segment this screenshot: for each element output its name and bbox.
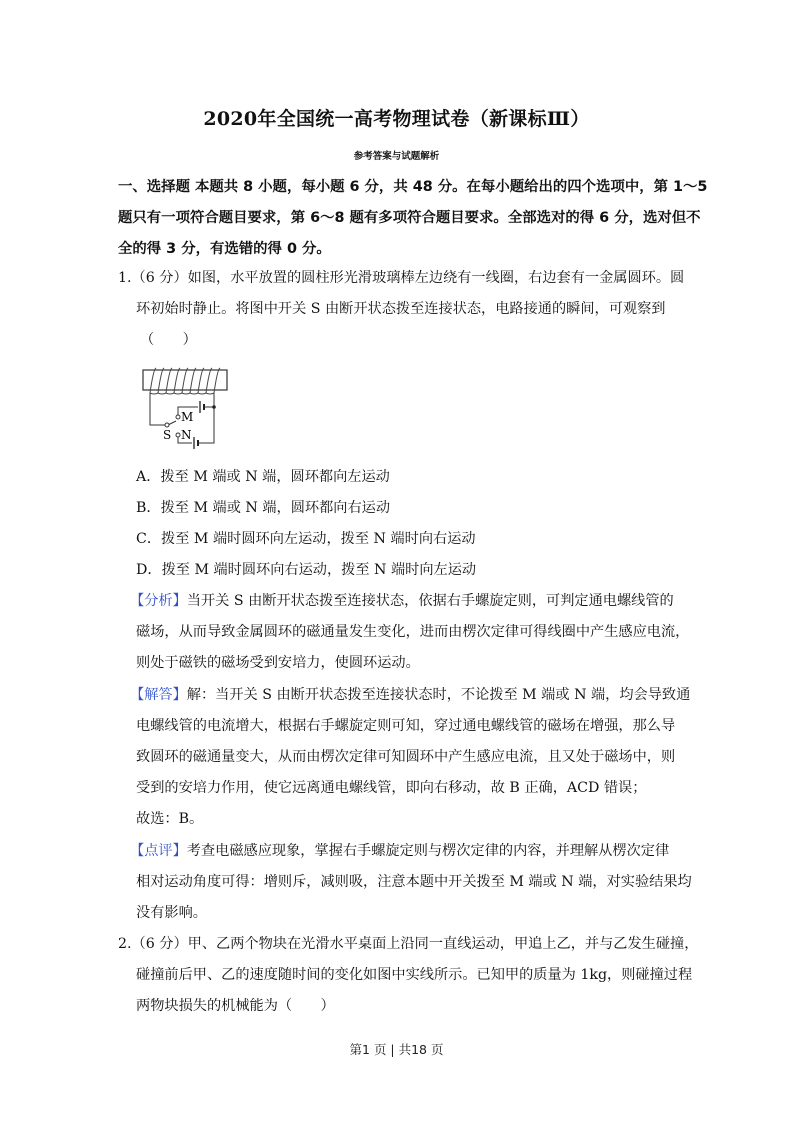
comment-tag: 【点评】 bbox=[130, 843, 187, 859]
solution-line: 电螺线管的电流增大，根据右手螺旋定则可知，穿过通电螺线管的磁场在增强，那么导 bbox=[136, 718, 676, 734]
question-stem-line: 两物块损失的机械能为（ ） bbox=[136, 998, 335, 1014]
question-stem-line: 环初始时静止。将图中开关 S 由断开状态拨至连接状态，电路接通的瞬间，可观察到 bbox=[136, 301, 666, 317]
analysis-text: 当开关 S 由断开状态拨至连接状态，依据右手螺旋定则，可判定通电螺线管的 bbox=[186, 593, 674, 609]
option-d[interactable]: D．拨至 M 端时圆环向右运动，拨至 N 端时向左运动 bbox=[136, 562, 477, 578]
option-c[interactable]: C．拨至 M 端时圆环向左运动，拨至 N 端时向右运动 bbox=[136, 531, 476, 547]
document-title: 2020年全国统一高考物理试卷（新课标Ⅲ） bbox=[203, 108, 590, 130]
solution-line: 受到的安培力作用，使它远离通电螺线管，即向右移动，故 B 正确，ACD 错误； bbox=[136, 780, 647, 796]
solution-text: 解：当开关 S 由断开状态拨至连接状态时，不论拨至 M 端或 N 端，均会导致通 bbox=[186, 687, 691, 703]
question-stem-line: 1.（6 分）如图，水平放置的圆柱形光滑玻璃棒左边绕有一线圈，右边套有一金属圆环。圆 bbox=[118, 270, 685, 286]
terminal-n-contact bbox=[176, 433, 180, 437]
solution-tag: 【解答】 bbox=[130, 687, 187, 703]
analysis-line bbox=[130, 591, 674, 611]
analysis-line: 则处于磁铁的磁场受到安培力，使圆环运动。 bbox=[136, 655, 420, 671]
section-header-line: 一、选择题 本题共 8 小题，每小题 6 分，共 48 分。在每小题给出的四个选项中，第 1～5 bbox=[118, 179, 708, 195]
option-a[interactable]: A．拨至 M 端或 N 端，圆环都向左运动 bbox=[136, 469, 390, 485]
comment-line: 相对运动角度可得：增则斥，减则吸，注意本题中开关拨至 M 端或 N 端，对实验结果均 bbox=[136, 874, 692, 890]
question-stem-line: 碰撞前后甲、乙的速度随时间的变化如图中实线所示。已知甲的质量为 1kg，则碰撞过程 bbox=[136, 967, 693, 983]
document-subtitle: 参考答案与试题解析 bbox=[353, 151, 440, 162]
comment-line bbox=[130, 841, 669, 861]
terminal-m-contact bbox=[176, 415, 180, 419]
comment-text: 考查电磁感应现象，掌握右手螺旋定则与楞次定律的内容，并理解从楞次定律 bbox=[186, 843, 670, 859]
question-stem-line: 2.（6 分）甲、乙两个物块在光滑水平桌面上沿同一直线运动，甲追上乙，并与乙发生碰撞， bbox=[118, 936, 699, 952]
junction-dot bbox=[212, 405, 216, 409]
switch-label: S bbox=[163, 428, 172, 442]
solution-line: 致圆环的磁通量变大，从而由楞次定律可知圆环中产生感应电流，且又处于磁场中，则 bbox=[136, 749, 676, 765]
solenoid-circuit-figure bbox=[138, 365, 238, 455]
analysis-tag: 【分析】 bbox=[130, 593, 187, 609]
section-header-line: 全的得 3 分，有选错的得 0 分。 bbox=[118, 241, 331, 257]
question-stem-line: （ ） bbox=[140, 332, 197, 348]
comment-line: 没有影响。 bbox=[136, 905, 207, 921]
terminal-n-label: N bbox=[181, 428, 192, 442]
switch-pivot bbox=[165, 423, 169, 427]
battery-m bbox=[200, 401, 204, 413]
battery-n bbox=[194, 437, 198, 449]
section-header-line: 题只有一项符合题目要求，第 6～8 题有多项符合题目要求。全部选对的得 6 分，选对但不 bbox=[118, 210, 701, 226]
solution-answer: 故选：B。 bbox=[136, 811, 204, 827]
solution-line bbox=[130, 685, 690, 705]
option-b[interactable]: B．拨至 M 端或 N 端，圆环都向右运动 bbox=[136, 500, 391, 516]
analysis-line: 磁场，从而导致金属圆环的磁通量发生变化，进而由楞次定律可得线圈中产生感应电流， bbox=[136, 624, 690, 640]
terminal-m-label: M bbox=[181, 410, 194, 424]
page-footer: 第1 页 | 共18 页 bbox=[349, 1042, 444, 1057]
